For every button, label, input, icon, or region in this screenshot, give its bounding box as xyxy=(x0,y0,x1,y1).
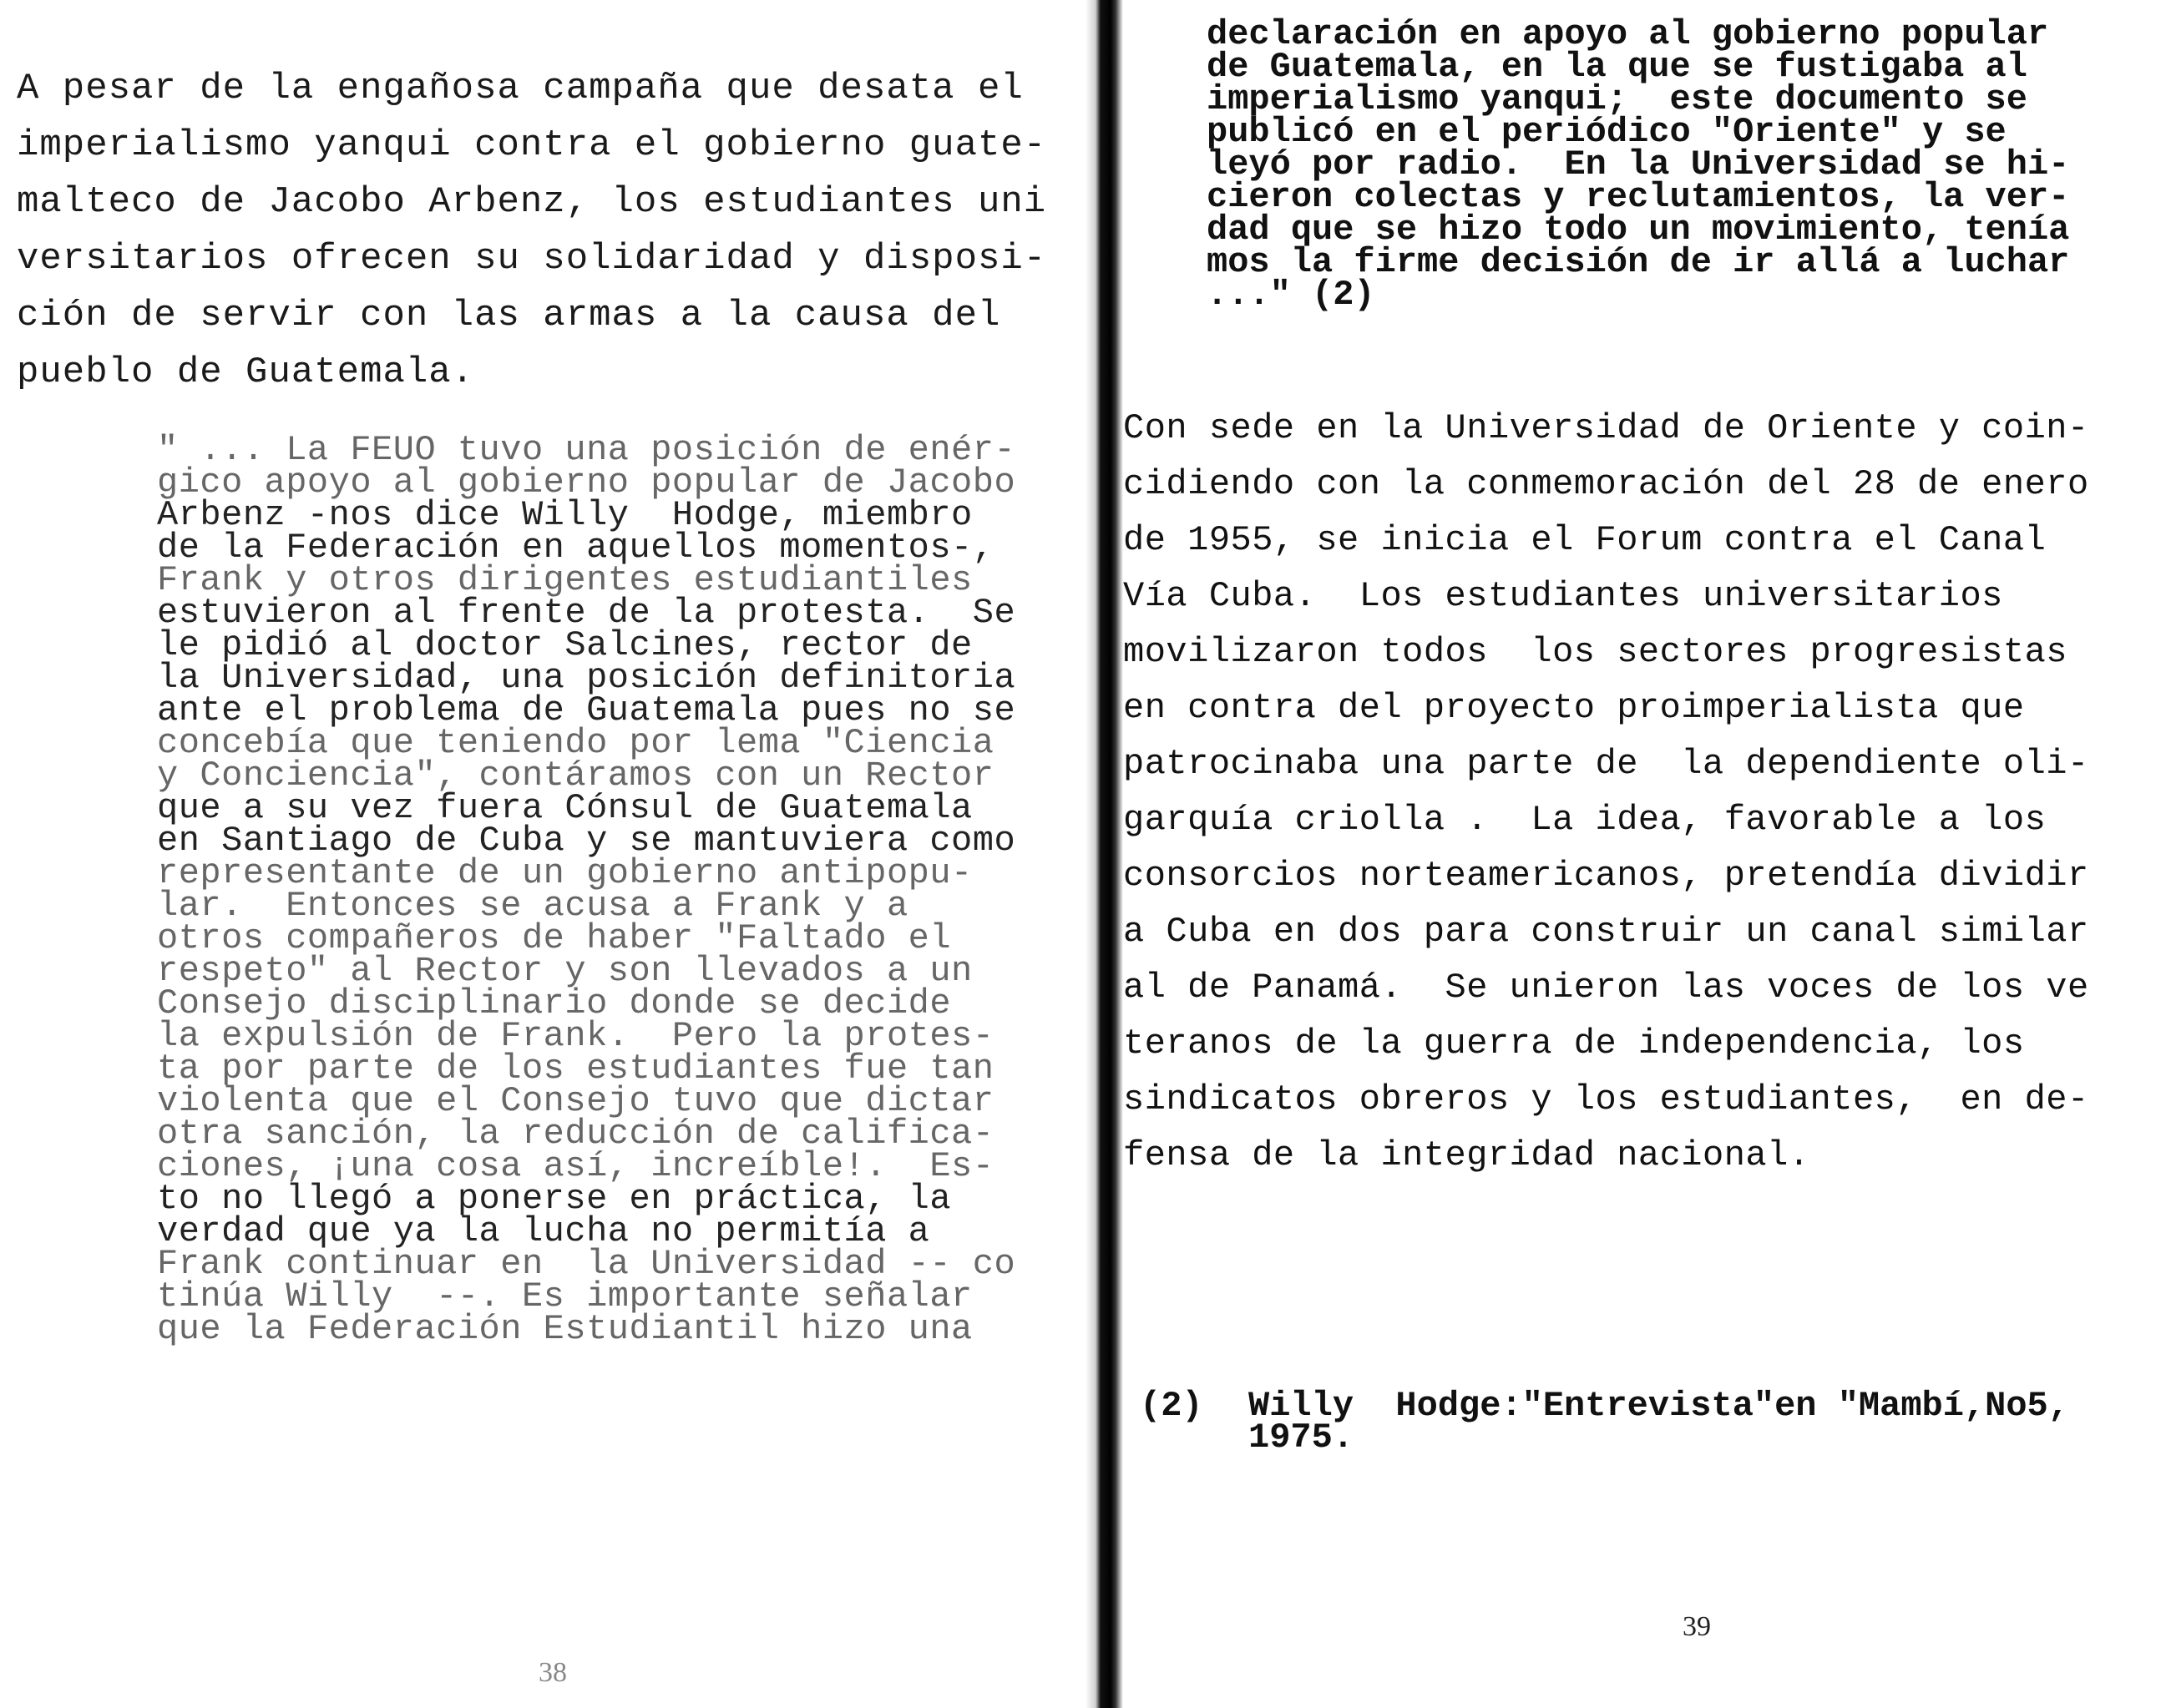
intro-line: imperialismo yanqui contra el gobierno guate- xyxy=(17,124,1047,166)
quote-line: verdad que ya la lucha no permitía a xyxy=(157,1211,930,1251)
quote-line: la Universidad, una posición definitoria xyxy=(157,658,1016,698)
body-line: fensa de la integridad nacional. xyxy=(1123,1135,1810,1175)
footnote-label: (2) xyxy=(1140,1386,1203,1426)
quote-line: Consejo disciplinario donde se decide xyxy=(157,983,952,1023)
quote-line: gico apoyo al gobierno popular de Jacobo xyxy=(157,462,1016,503)
body-line: Vía Cuba. Los estudiantes universitarios xyxy=(1123,576,2003,616)
right-page xyxy=(1123,0,2161,1708)
quote-line: ta por parte de los estudiantes fue tan xyxy=(157,1049,994,1089)
quote-line: la expulsión de Frank. Pero la protes- xyxy=(157,1016,994,1056)
quote-block xyxy=(157,430,1016,1349)
intro-paragraph xyxy=(17,60,1046,401)
footnote xyxy=(1140,1386,2069,1458)
intro-line: A pesar de la engañosa campaña que desata el xyxy=(17,68,1024,109)
quote-line: Arbenz -nos dice Willy Hodge, miembro xyxy=(157,495,973,535)
book-spine xyxy=(1086,0,1123,1708)
quote-line: " ... La FEUO tuvo una posición de enér- xyxy=(157,430,1016,470)
quote-line: que la Federación Estudiantil hizo una xyxy=(157,1309,973,1349)
continuation-line: dad que se hizo todo un movimiento, tenía xyxy=(1207,210,2070,250)
continuation-line: publicó en el periódico "Oriente" y se xyxy=(1207,112,2007,152)
footnote-line: Willy Hodge:"Entrevista"en "Mambí,No5, xyxy=(1248,1386,2069,1426)
quote-line: lar. Entonces se acusa a Frank y a xyxy=(157,886,908,926)
quote-line: le pidió al doctor Salcines, rector de xyxy=(157,625,973,665)
page-number: 39 xyxy=(1683,1611,1711,1642)
body-line: teranos de la guerra de independencia, los xyxy=(1123,1023,2025,1064)
intro-line: versitarios ofrecen su solidaridad y disposi- xyxy=(17,238,1047,280)
quote-line: que a su vez fuera Cónsul de Guatemala xyxy=(157,788,973,828)
quote-line: estuvieron al frente de la protesta. Se xyxy=(157,593,1016,633)
body-line: en contra del proyecto proimperialista que xyxy=(1123,688,2025,728)
continuation-line: cieron colectas y reclutamientos, la ver- xyxy=(1207,177,2070,217)
footnote-line: 1975. xyxy=(1248,1417,1354,1458)
body-line: de 1955, se inicia el Forum contra el Canal xyxy=(1123,520,2047,560)
quote-line: concebía que teniendo por lema "Ciencia xyxy=(157,723,994,763)
quote-line: ciones, ¡una cosa así, increíble!. Es- xyxy=(157,1146,994,1186)
continuation-line: mos la firme decisión de ir allá a luchar xyxy=(1207,242,2070,282)
body-line: movilizaron todos los sectores progresistas xyxy=(1123,632,2067,672)
quote-line: tinúa Willy --. Es importante señalar xyxy=(157,1276,973,1316)
continuation-line: leyó por radio. En la Universidad se hi- xyxy=(1207,144,2070,184)
quote-line: violenta que el Consejo tuvo que dictar xyxy=(157,1081,994,1121)
body-line: cidiendo con la conmemoración del 28 de enero xyxy=(1123,464,2089,504)
quote-line: respeto" al Rector y son llevados a un xyxy=(157,951,973,991)
continuation-line: declaración en apoyo al gobierno popular xyxy=(1207,14,2049,54)
quote-line: representante de un gobierno antipopu- xyxy=(157,853,973,893)
page-number: 38 xyxy=(539,1657,567,1688)
quote-line: otra sanción, la reducción de califica- xyxy=(157,1114,994,1154)
quote-line: de la Federación en aquellos momentos-, xyxy=(157,528,994,568)
quote-line: y Conciencia", contáramos con un Rector xyxy=(157,755,994,796)
continuation-line: imperialismo yanqui; este documento se xyxy=(1207,79,2027,119)
quote-line: ante el problema de Guatemala pues no se xyxy=(157,690,1016,730)
body-line: sindicatos obreros y los estudiantes, en de- xyxy=(1123,1079,2089,1119)
body-line: patrocinaba una parte de la dependiente oli- xyxy=(1123,744,2089,784)
body-line: al de Panamá. Se unieron las voces de los ve xyxy=(1123,968,2089,1008)
footnote-text xyxy=(1248,1386,2069,1458)
quote-line: to no llegó a ponerse en práctica, la xyxy=(157,1179,952,1219)
intro-line: ción de servir con las armas a la causa del xyxy=(17,295,1001,336)
body-paragraph xyxy=(1123,401,2089,1184)
continuation-line: ..." (2) xyxy=(1207,275,1375,315)
body-line: a Cuba en dos para construir un canal similar xyxy=(1123,912,2089,952)
quote-line: Frank continuar en la Universidad -- co xyxy=(157,1244,1016,1284)
continuation-line: de Guatemala, en la que se fustigaba al xyxy=(1207,47,2027,87)
intro-line: pueblo de Guatemala. xyxy=(17,351,475,393)
quote-line: Frank y otros dirigentes estudiantiles xyxy=(157,560,973,600)
body-line: Con sede en la Universidad de Oriente y coin- xyxy=(1123,408,2089,448)
body-line: garquía criolla . La idea, favorable a los xyxy=(1123,800,2047,840)
quote-continuation xyxy=(1207,14,2070,315)
intro-line: malteco de Jacobo Arbenz, los estudiantes uni xyxy=(17,181,1047,223)
quote-line: en Santiago de Cuba y se mantuviera como xyxy=(157,821,1016,861)
body-line: consorcios norteamericanos, pretendía dividir xyxy=(1123,856,2089,896)
quote-line: otros compañeros de haber "Faltado el xyxy=(157,918,952,958)
